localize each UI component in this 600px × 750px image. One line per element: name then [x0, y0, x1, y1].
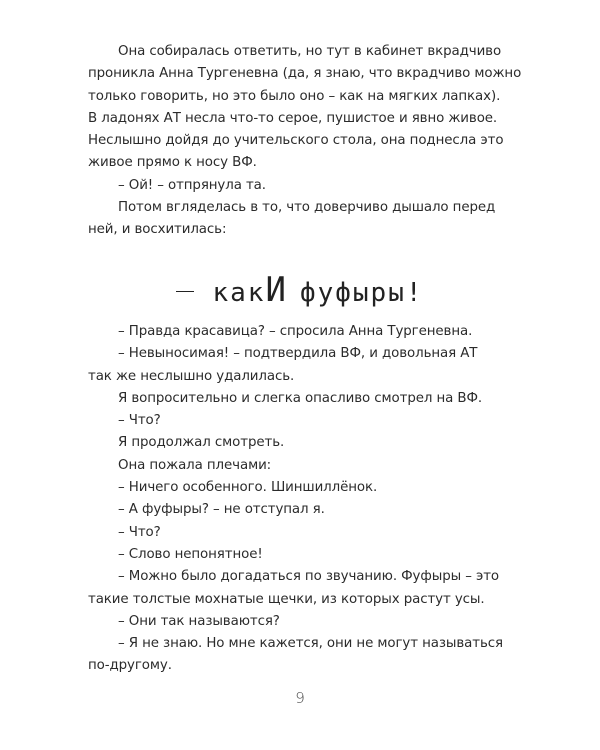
paragraph	[88, 522, 528, 544]
text-line: Я продолжал смотреть.	[118, 435, 285, 451]
text-line: только говорить, но это было оно – как на мягких лапках).	[88, 88, 501, 104]
heading-dash	[176, 291, 194, 293]
text-line: проникла Анна Тургеневна (да, я знаю, что вкрадчиво можно	[88, 66, 522, 82]
heading-part-3: фуфыры!	[299, 278, 424, 308]
text-line: – Можно было догадаться по звучанию. Фуфыры – это	[118, 569, 500, 585]
text-line: такие толстые мохнатые щечки, из которых растут усы.	[88, 591, 485, 607]
paragraph	[88, 343, 528, 388]
paragraph	[88, 321, 528, 343]
paragraph	[88, 611, 528, 633]
paragraph	[88, 175, 528, 197]
text-line: Неслышно дойдя до учительского стола, она поднесла это	[88, 133, 504, 149]
text-line: по-другому.	[88, 658, 172, 674]
paragraph	[88, 388, 528, 410]
paragraph	[88, 544, 528, 566]
text-line: так же неслышно удалилась.	[88, 368, 295, 384]
paragraph	[88, 41, 528, 175]
heading-part-2: И	[265, 270, 286, 310]
text-line: – Ой! – отпрянула та.	[118, 177, 266, 193]
paragraph	[88, 633, 528, 678]
text-block-bottom	[88, 321, 528, 678]
text-line: живое прямо к носу ВФ.	[88, 155, 257, 171]
paragraph	[88, 197, 528, 242]
text-line: Я вопросительно и слегка опасливо смотрел на ВФ.	[118, 390, 483, 406]
heading-part-1: как	[212, 278, 266, 308]
text-block-top	[88, 41, 528, 242]
text-line: В ладонях АТ несла что-то серое, пушистое и явно живое.	[88, 110, 498, 126]
text-line: – Правда красавица? – спросила Анна Тургеневна.	[118, 324, 473, 339]
chapter-heading	[0, 270, 600, 310]
text-line: Потом вгляделась в то, что доверчиво дышало перед	[118, 200, 496, 216]
text-line: – Что?	[118, 524, 161, 540]
text-line: Она собиралась ответить, но тут в кабинет вкрадчиво	[118, 44, 502, 59]
text-line: – Ничего особенного. Шиншиллёнок.	[118, 480, 378, 496]
text-line: Она пожала плечами:	[118, 457, 272, 473]
text-line: – А фуфыры? – не отступал я.	[118, 502, 325, 518]
paragraph	[88, 432, 528, 454]
text-line: ней, и восхитилась:	[88, 222, 227, 238]
text-line: – Я не знаю. Но мне кажется, они не могут называться	[118, 636, 503, 652]
paragraph	[88, 566, 528, 611]
paragraph	[88, 455, 528, 477]
text-line: – Слово непонятное!	[118, 546, 263, 562]
paragraph	[88, 410, 528, 432]
text-line: – Что?	[118, 413, 161, 429]
paragraph	[88, 499, 528, 521]
text-line: – Невыносимая! – подтвердила ВФ, и довольная АТ	[118, 346, 478, 362]
paragraph	[88, 477, 528, 499]
text-line: – Они так называются?	[118, 613, 280, 629]
page-number: 9	[295, 689, 305, 707]
